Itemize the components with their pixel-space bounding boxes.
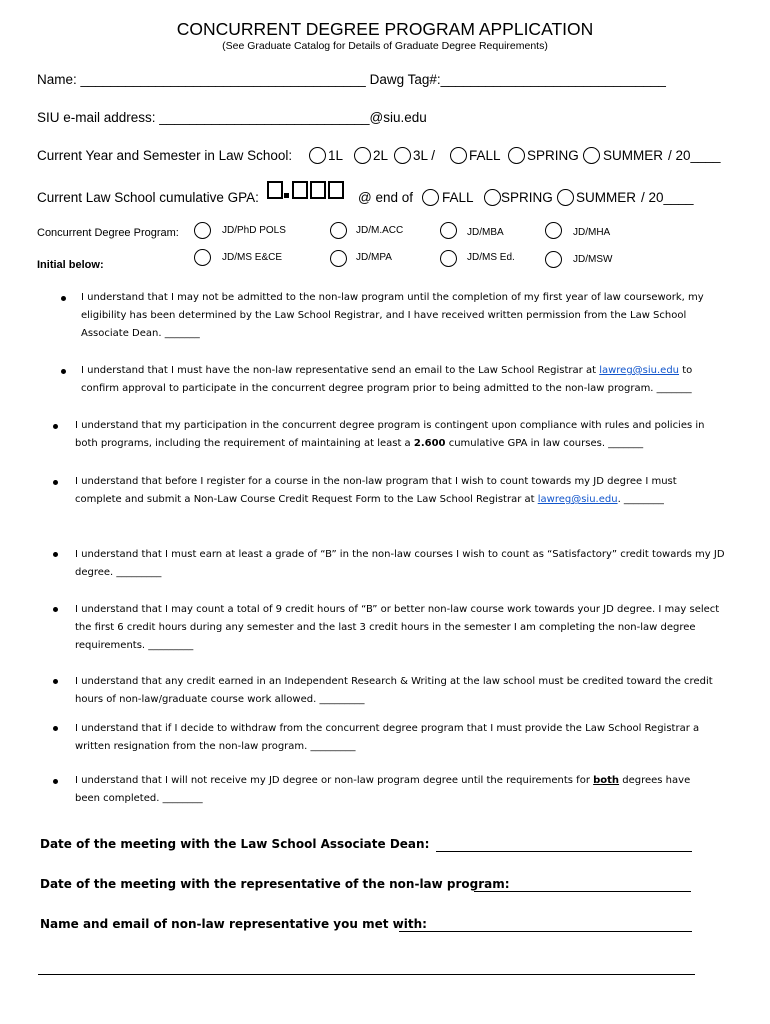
program-jd-phd-pols: JD/PhD POLS (222, 225, 286, 236)
radio-summer[interactable] (583, 147, 600, 164)
gpa-label: Current Law School cumulative GPA: (37, 190, 259, 205)
program-jd-msw: JD/MSW (573, 254, 613, 265)
radio-spring[interactable] (508, 147, 525, 164)
page-subtitle: (See Graduate Catalog for Details of Graduate Degree Requirements) (222, 40, 548, 52)
gpa-fall-label: FALL (442, 190, 474, 205)
gpa-end-of-label: @ end of (358, 190, 413, 205)
meeting-dean-date-line[interactable] (436, 851, 692, 852)
option-fall-label: FALL (469, 148, 501, 163)
gpa-digit-box-2[interactable] (292, 181, 308, 199)
program-jd-mba: JD/MBA (467, 227, 504, 238)
statement-3: I understand that my participation in the concurrent degree program is contingent upon compliance with rules and policies in both programs, including the requirement of maintaining at least a 2.600 cumulative GPA in law courses. _______ (75, 420, 705, 449)
name-dawgtag-field[interactable]: Name: ______________________________________ Dawg Tag#:______________________________ (37, 72, 666, 87)
rep-email-line[interactable] (38, 974, 695, 975)
year-suffix-field[interactable]: / 20____ (668, 148, 721, 163)
statement-1: I understand that I may not be admitted to the non-law program until the completion of my first year of law coursework, my eligibility has been determined by the Law School Registrar, and I have received written permission from the Law School Associate Dean. _______ (81, 292, 704, 339)
bullet-6 (53, 607, 58, 612)
statement-2: I understand that I must have the non-law representative send an email to the Law School Registrar at lawreg@siu.edu to confirm approval to participate in the concurrent degree program prior to being admitted to the non-law program. _______ (81, 365, 693, 394)
option-spring-label: SPRING (527, 148, 579, 163)
bullet-7 (53, 679, 58, 684)
gpa-decimal-point (284, 193, 289, 198)
program-jd-ms-ed: JD/MS Ed. (467, 252, 515, 263)
initial-below-label: Initial below: (37, 259, 104, 271)
gpa-digit-box-3[interactable] (310, 181, 326, 199)
rep-name-label: Name and email of non-law representative you met with: (40, 917, 427, 931)
statement-8: I understand that if I decide to withdraw from the concurrent degree program that I must provide the Law School Registrar a written resignation from the non-law program. _________ (75, 723, 700, 752)
bullet-2 (61, 369, 66, 374)
meeting-rep-date-line[interactable] (474, 891, 691, 892)
bullet-8 (53, 726, 58, 731)
gpa-summer-label: SUMMER (576, 190, 636, 205)
meeting-rep-label: Date of the meeting with the representative of the non-law program: (40, 877, 510, 891)
statement-6: I understand that I may count a total of 9 credit hours of “B” or better non-law course work towards your JD degree. I may select the first 6 credit hours during any semester and the last 3 credit hours in the semester I am completing the non-law degree requirements. _________ (75, 604, 720, 651)
radio-jd-ms-ece[interactable] (194, 249, 211, 266)
radio-3l[interactable] (394, 147, 411, 164)
radio-jd-mpa[interactable] (330, 250, 347, 267)
meeting-dean-label: Date of the meeting with the Law School Associate Dean: (40, 837, 430, 851)
radio-gpa-fall[interactable] (422, 189, 439, 206)
program-jd-ms-ece: JD/MS E&CE (222, 252, 283, 263)
siu-email-field[interactable]: SIU e-mail address: ____________________________@siu.edu (37, 110, 427, 125)
radio-jd-ms-ed[interactable] (440, 250, 457, 267)
radio-jd-msw[interactable] (545, 251, 562, 268)
page-title: CONCURRENT DEGREE PROGRAM APPLICATION (176, 19, 594, 39)
year-semester-label: Current Year and Semester in Law School: (37, 148, 293, 163)
radio-2l[interactable] (354, 147, 371, 164)
radio-gpa-spring[interactable] (484, 189, 501, 206)
registrar-email-link-2[interactable]: lawreg@siu.edu (537, 494, 618, 505)
gpa-spring-label: SPRING (501, 190, 553, 205)
statement-5: I understand that I must earn at least a grade of “B” in the non-law courses I wish to count as “Satisfactory” credit towards my JD degree. _________ (75, 549, 725, 578)
bullet-5 (53, 552, 58, 557)
program-label: Concurrent Degree Program: (37, 227, 179, 239)
bullet-9 (53, 779, 58, 784)
gpa-digit-box-1[interactable] (267, 181, 283, 199)
radio-gpa-summer[interactable] (557, 189, 574, 206)
option-3l-label: 3L / (413, 148, 436, 163)
bullet-4 (53, 480, 58, 485)
program-jd-macc: JD/M.ACC (356, 225, 404, 236)
bullet-3 (53, 424, 58, 429)
radio-jd-macc[interactable] (330, 222, 347, 239)
radio-1l[interactable] (309, 147, 326, 164)
radio-jd-mha[interactable] (545, 222, 562, 239)
gpa-digit-box-4[interactable] (328, 181, 344, 199)
registrar-email-link-1[interactable]: lawreg@siu.edu (599, 365, 680, 376)
option-1l-label: 1L (328, 148, 344, 163)
program-jd-mha: JD/MHA (573, 227, 611, 238)
gpa-year-suffix-field[interactable]: / 20____ (641, 190, 694, 205)
rep-name-line[interactable] (399, 931, 692, 932)
bullet-1 (61, 296, 66, 301)
statement-7: I understand that any credit earned in an Independent Research & Writing at the law school must be credited toward the credit hours of non-law/graduate course work allowed. _________ (75, 676, 713, 705)
radio-fall[interactable] (450, 147, 467, 164)
option-2l-label: 2L (373, 148, 389, 163)
statement-4: I understand that before I register for a course in the non-law program that I wish to count towards my JD degree I must complete and submit a Non-Law Course Credit Request Form to the Law School Registrar at lawreg@siu.edu. ________ (75, 476, 677, 505)
radio-jd-mba[interactable] (440, 222, 457, 239)
program-jd-mpa: JD/MPA (356, 252, 392, 263)
statement-9: I understand that I will not receive my JD degree or non-law program degree until the requirements for both degrees have been completed. ________ (75, 775, 691, 804)
radio-jd-phd-pols[interactable] (194, 222, 211, 239)
option-summer-label: SUMMER (603, 148, 663, 163)
